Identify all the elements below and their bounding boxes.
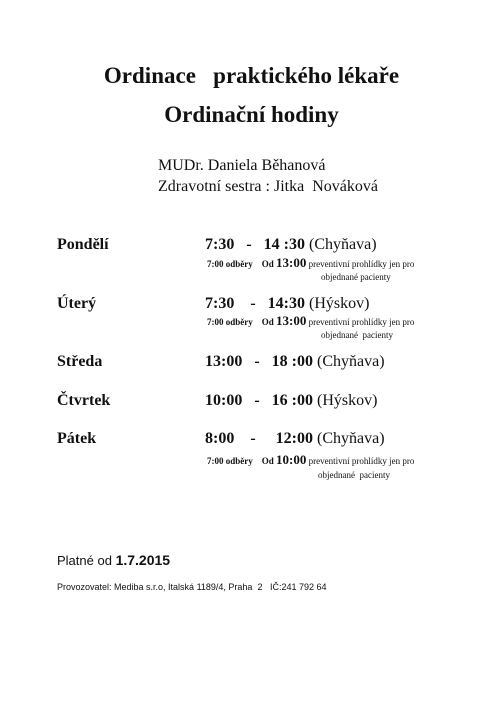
note-friday [207, 452, 414, 468]
note-suffix-friday: preventivní prohlídky jen pro [308, 456, 415, 466]
note-suffix-monday: preventivní prohlídky jen pro [308, 259, 415, 269]
note-time-tuesday: 13:00 [276, 313, 307, 328]
note-line2-friday: objednané pacienty [318, 470, 390, 480]
day-monday: Pondělí [57, 236, 109, 253]
valid-label: Platné od [57, 553, 112, 568]
day-wednesday: Středa [57, 353, 103, 370]
hours-monday [205, 236, 377, 254]
time-monday: 7:30 - 14 :30 [205, 236, 305, 253]
nurse-name: Zdravotní sestra : Jitka Nováková [158, 178, 378, 195]
note-suffix-tuesday: preventivní prohlídky jen pro [308, 317, 415, 327]
note-time-monday: 13:00 [276, 255, 307, 270]
valid-date: 1.7.2015 [115, 552, 171, 568]
day-friday: Pátek [57, 430, 97, 447]
note-monday [207, 255, 414, 271]
place-wednesday: (Chyňava) [316, 353, 385, 370]
place-tuesday: (Hýskov) [308, 295, 370, 312]
hours-wednesday [205, 353, 385, 371]
time-wednesday: 13:00 - 18 :00 [205, 353, 313, 370]
operator-info: Provozovatel: Mediba s.r.o, Italská 1189/4, Praha 2 IČ:241 792 64 [57, 582, 327, 592]
hours-thursday [205, 392, 377, 410]
page-title: Ordinace praktického lékaře [103, 63, 400, 88]
note-time-friday: 10:00 [276, 452, 307, 467]
valid-from [57, 552, 170, 568]
place-monday: (Chyňava) [308, 236, 377, 253]
note-line2-tuesday: objednané pacienty [321, 330, 393, 340]
note-prefix-tuesday: 7:00 odběry Od [207, 317, 274, 327]
day-thursday: Čtvrtek [57, 392, 111, 409]
doctor-name: MUDr. Daniela Běhanová [158, 157, 326, 174]
note-prefix-friday: 7:00 odběry Od [207, 456, 274, 466]
time-tuesday: 7:30 - 14:30 [205, 295, 305, 312]
place-friday: (Chyňava) [316, 430, 385, 447]
time-friday: 8:00 - 12:00 [205, 430, 313, 447]
hours-friday [205, 430, 385, 448]
place-thursday: (Hýskov) [316, 392, 378, 409]
note-line2-monday: objednané pacienty [321, 272, 391, 282]
day-tuesday: Úterý [57, 295, 97, 312]
note-prefix-monday: 7:00 odběry Od [207, 259, 274, 269]
note-tuesday [207, 313, 414, 329]
hours-tuesday [205, 295, 369, 313]
page-subtitle: Ordinační hodiny [164, 102, 339, 127]
time-thursday: 10:00 - 16 :00 [205, 392, 313, 409]
